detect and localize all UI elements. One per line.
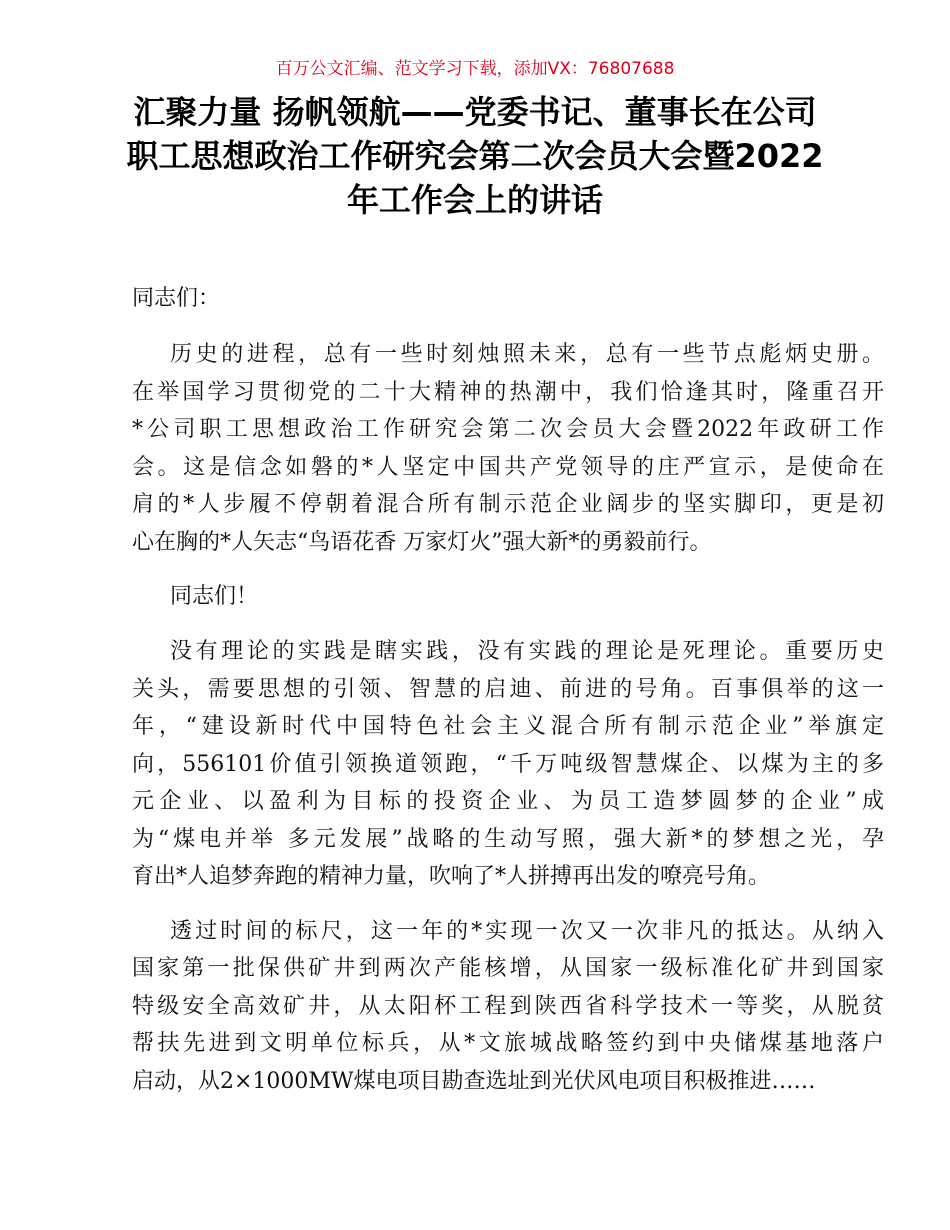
paragraph-3 [132, 913, 884, 1101]
text-line: 在举国学习贯彻党的二十大精神的热潮中，我们恰逢其时，隆重召开 [132, 379, 884, 405]
paragraph-1 [132, 336, 884, 561]
text-line: 没有理论的实践是瞎实践，没有实践的理论是死理论。重要历史 [170, 639, 884, 664]
text-line: 透过时间的标尺，这一年的*实现一次又一次非凡的抵达。从纳入 [170, 918, 884, 944]
text-line: 国家第一批保供矿井到两次产能核增，从国家一级标准化矿井到国家 [132, 956, 884, 981]
text-line: 元企业、以盈利为目标的投资企业、为员工造梦圆梦的企业”成 [132, 789, 884, 814]
text-line: 关头，需要思想的引领、智慧的启迪、前进的号角。百事俱举的这一 [132, 676, 884, 702]
text-line: 特级安全高效矿井，从太阳杯工程到陕西省科学技术一等奖，从脱贫 [132, 993, 884, 1019]
document-body [132, 282, 884, 1117]
text-line: 向，556101价值引领换道领跑，“千万吨级智慧煤企、以煤为主的多 [132, 751, 884, 777]
salutation-2: 同志们！ [170, 584, 259, 609]
paragraph-2 [132, 633, 884, 896]
title-line: 汇聚力量 扬帆领航——党委书记、董事长在公司 [133, 93, 817, 131]
text-line: 年，“建设新时代中国特色社会主义混合所有制示范企业”举旗定 [132, 714, 884, 739]
watermark-banner: 百万公文汇编、范文学习下载，添加VX：76807688 [275, 59, 675, 79]
text-line: 心在胸的*人矢志“鸟语花香 万家灯火”强大新*的勇毅前行。 [132, 529, 712, 555]
salutation: 同志们： [132, 286, 221, 311]
text-line: 育出*人追梦奔跑的精神力量，吹响了*人拼搏再出发的嘹亮号角。 [132, 864, 771, 889]
document-title [95, 90, 855, 222]
title-line: 年工作会上的讲话 [346, 181, 603, 219]
text-line: 历史的进程，总有一些时刻烛照未来，总有一些节点彪炳史册。 [170, 342, 884, 367]
text-line: 为“煤电并举 多元发展”战略的生动写照，强大新*的梦想之光，孕 [132, 826, 884, 852]
text-line: 会。这是信念如磐的*人坚定中国共产党领导的庄严宣示，是使命在 [132, 454, 884, 480]
text-line: 帮扶先进到文明单位标兵，从*文旅城战略签约到中央储煤基地落户 [132, 1031, 884, 1056]
text-line: 启动，从2×1000MW煤电项目勘查选址到光伏风电项目积极推进…… [132, 1068, 816, 1094]
text-line: *公司职工思想政治工作研究会第二次会员大会暨2022年政研工作 [132, 417, 884, 442]
text-line: 肩的*人步履不停朝着混合所有制示范企业阔步的坚实脚印，更是初 [132, 492, 884, 517]
title-line: 职工思想政治工作研究会第二次会员大会暨2022 [126, 137, 824, 175]
